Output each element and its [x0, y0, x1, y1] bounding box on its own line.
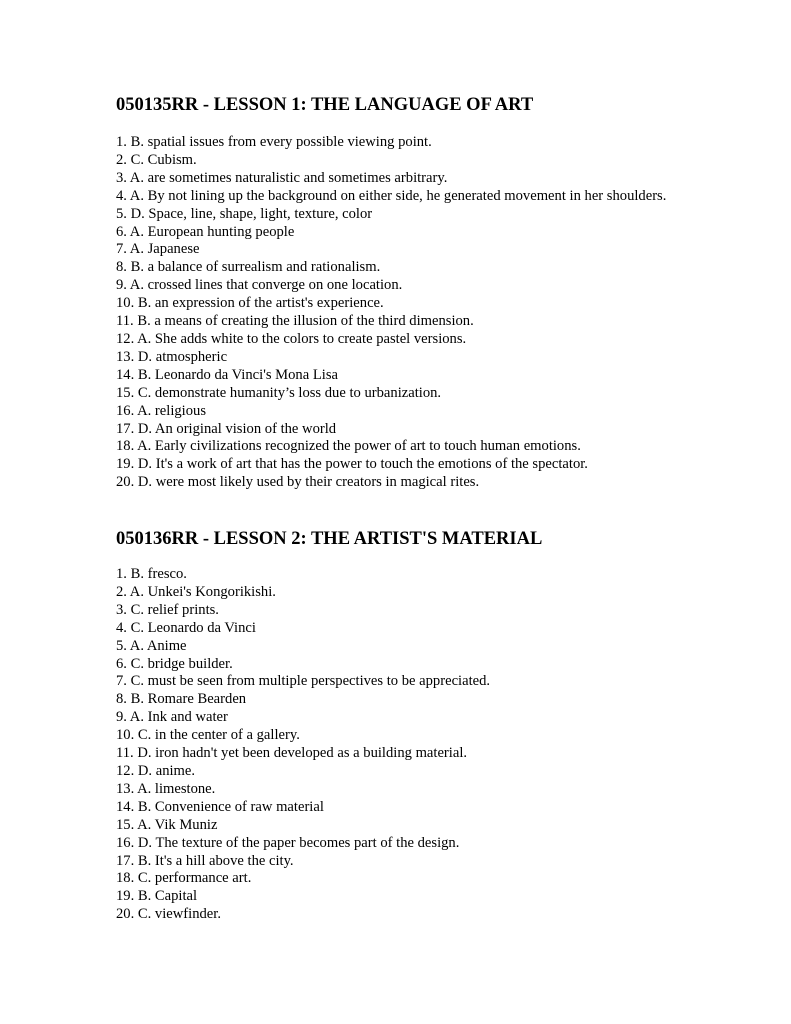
answer-item: 11. B. a means of creating the illusion of the third dimension.: [116, 313, 474, 330]
answer-item: 9. A. crossed lines that converge on one location.: [116, 277, 403, 294]
answer-item: 10. C. in the center of a gallery.: [116, 727, 300, 744]
answer-item: 7. A. Japanese: [116, 241, 200, 258]
answer-item: 5. D. Space, line, shape, light, texture, color: [116, 205, 373, 222]
answer-item: 1. B. spatial issues from every possible viewing point.: [116, 134, 432, 150]
answer-item: 12. D. anime.: [116, 762, 196, 779]
answer-item: 10. B. an expression of the artist's experience.: [116, 295, 384, 312]
answer-item: 19. B. Capital: [116, 888, 198, 905]
answer-item: 3. A. are sometimes naturalistic and sometimes arbitrary.: [116, 169, 448, 186]
answer-item: 14. B. Convenience of raw material: [116, 798, 324, 815]
answer-item: 14. B. Leonardo da Vinci's Mona Lisa: [116, 366, 338, 383]
answer-item: 17. B. It's a hill above the city.: [116, 852, 294, 869]
answer-item: 19. D. It's a work of art that has the power to touch the emotions of the spectator.: [116, 456, 588, 473]
answer-item: 16. D. The texture of the paper becomes part of the design.: [116, 834, 460, 851]
answer-item: 7. C. must be seen from multiple perspectives to be appreciated.: [116, 673, 491, 690]
answer-item: 11. D. iron hadn't yet been developed as a building material.: [116, 745, 468, 762]
answer-item: 6. C. bridge builder.: [116, 655, 233, 672]
answer-item: 8. B. Romare Bearden: [116, 691, 247, 708]
answer-item: 2. C. Cubism.: [116, 151, 197, 168]
lesson-2-answer-list: [116, 566, 676, 924]
lesson-2-title: 050136RR - LESSON 2: THE ARTIST'S MATERIAL: [116, 529, 543, 549]
answer-item: 16. A. religious: [116, 402, 206, 419]
answer-item: 17. D. An original vision of the world: [116, 420, 337, 437]
answer-item: 1. B. fresco.: [116, 566, 187, 582]
lesson-1-answer-list: [116, 134, 676, 492]
lesson-1-title: 050135RR - LESSON 1: THE LANGUAGE OF ART: [116, 95, 534, 115]
answer-item: 2. A. Unkei's Kongorikishi.: [116, 583, 276, 600]
answer-item: 20. C. viewfinder.: [116, 906, 221, 923]
answer-item: 8. B. a balance of surrealism and rationalism.: [116, 259, 381, 276]
answer-item: 3. C. relief prints.: [116, 601, 219, 618]
answer-item: 13. A. limestone.: [116, 780, 216, 797]
answer-item: 4. C. Leonardo da Vinci: [116, 619, 256, 636]
answer-item: 4. A. By not lining up the background on either side, he generated movement in her shoulders.: [116, 187, 667, 204]
answer-item: 13. D. atmospheric: [116, 348, 228, 365]
answer-item: 12. A. She adds white to the colors to create pastel versions.: [116, 330, 467, 347]
answer-item: 15. A. Vik Muniz: [116, 816, 218, 833]
answer-item: 15. C. demonstrate humanity’s loss due to urbanization.: [116, 384, 442, 401]
answer-item: 18. A. Early civilizations recognized the power of art to touch human emotions.: [116, 438, 581, 455]
answer-item: 5. A. Anime: [116, 637, 187, 654]
answer-item: 20. D. were most likely used by their creators in magical rites.: [116, 474, 480, 491]
answer-item: 9. A. Ink and water: [116, 709, 228, 726]
answer-item: 6. A. European hunting people: [116, 223, 295, 240]
answer-item: 18. C. performance art.: [116, 870, 252, 887]
